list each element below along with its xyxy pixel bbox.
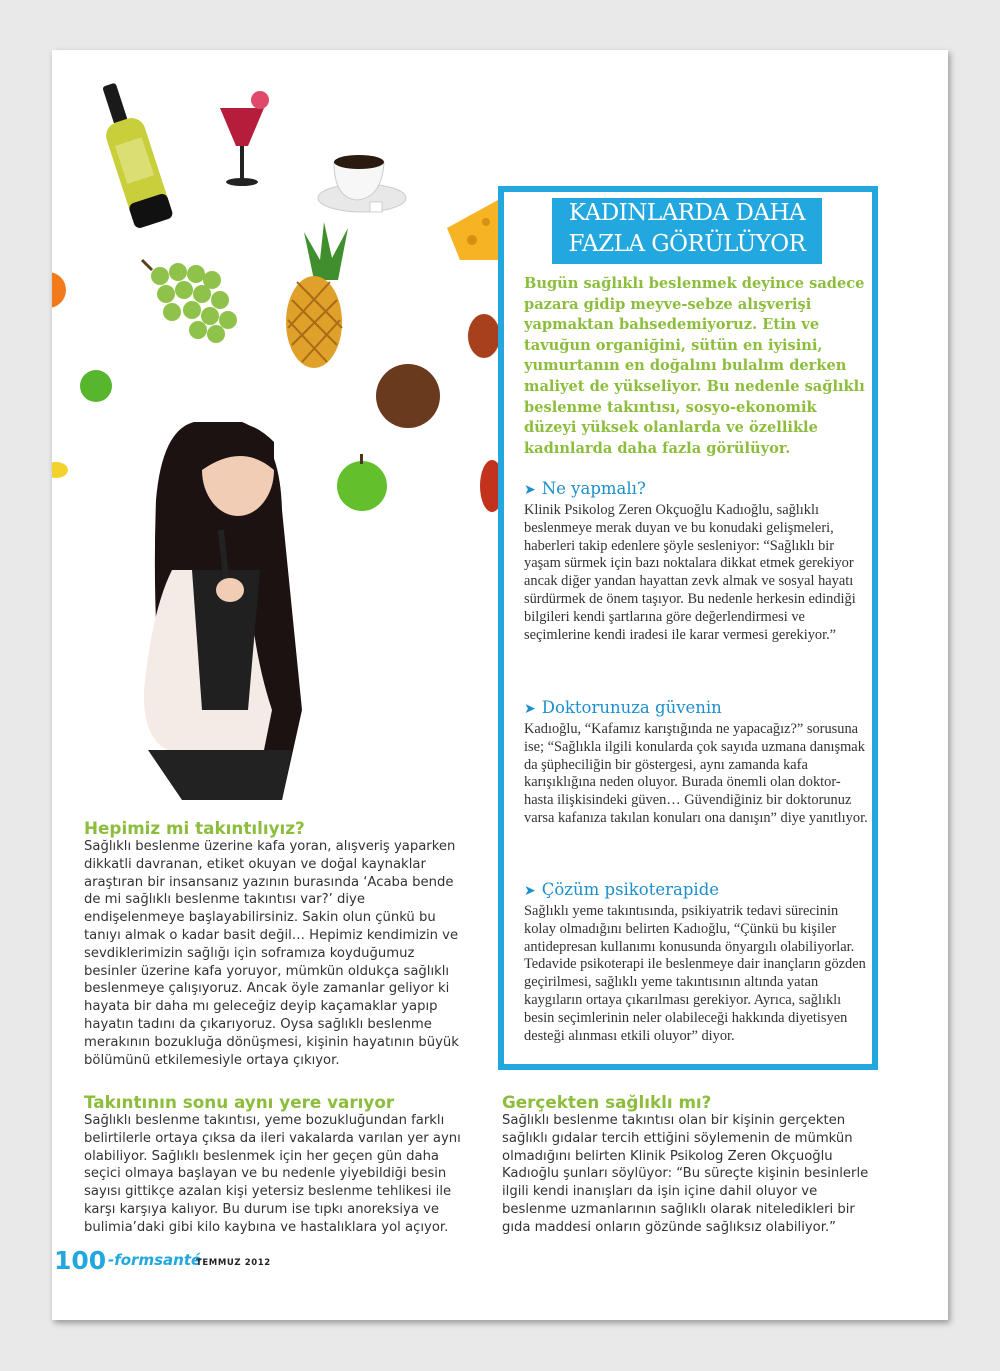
apple-image — [337, 454, 387, 511]
sidebar-section-cozum-psikoterapide — [524, 880, 869, 1045]
sidebar-section-heading: ➤ Çözüm psikoterapide — [524, 880, 720, 899]
sidebar-section-doktorunuza-guvenin — [524, 698, 869, 828]
meat-image — [468, 314, 500, 358]
lemon-image — [52, 462, 68, 478]
sidebar-section-heading: ➤ Doktorunuza güvenin — [524, 698, 722, 717]
article-section-takintinin-sonu — [84, 1092, 468, 1237]
orange-image — [52, 272, 66, 308]
sidebar-section-body: Kadıoğlu, “Kafamız karıştığında ne yapacağız?” sorusuna ise; “Sağlıkla ilgili konularda çok sayıda uzmana danışmak da şüpheciliğin bir göstergesi, aynı zamanda kafa karışıklığına neden oluyor. Burada önemli olan doktor-hasta ilişkisindeki güven… Güvendiğiniz bir doktorunuz varsa kafanıza takılan konuları ona danışın” diye yanıtlıyor. — [524, 721, 868, 826]
sidebar-title-line2: FAZLA GÖRÜLÜYOR — [568, 231, 806, 257]
wine-bottle-image — [91, 78, 174, 229]
article-section-hepimiz — [84, 818, 464, 1069]
illustration-svg — [52, 50, 512, 810]
section-heading: Gerçekten sağlıklı mı? — [502, 1092, 712, 1112]
issue-date: TEMMUZ 2012 — [196, 1258, 271, 1268]
sidebar-lead: Bugün sağlıklı beslenmek deyince sadece pazara gidip meyve-sebze alışverişi yapmaktan bahsedemiyoruz. Etin ve tavuğun organiğini, sütün en iyisini, yumurtanın en doğalını bulalım derken maliyet de yükseliyor. Bu nedenle sağlıklı beslenme takıntısı, sosyo-ekonomik düzeyi yüksek olanlarda ve özellikle kadınlarda daha fazla görülüyor. — [524, 275, 865, 457]
lime-image — [80, 370, 112, 402]
coconut-image — [376, 364, 440, 428]
sidebar-title — [552, 198, 822, 264]
arrow-icon: ➤ — [524, 883, 536, 899]
grapes-image — [142, 260, 237, 343]
magazine-page — [52, 50, 948, 1320]
section-body: Sağlıklı beslenme üzerine kafa yoran, alışveriş yaparken dikkatli davranan, etiket okuyan ve doğal kaynaklar araştıran bir insansanız yazının burasında ‘Acaba bende de mi sağlıklı beslenme takıntısı var?’ diye endişelenmeye başlayabilirsiniz. Sakin olun çünkü bu tanıyı almak o kadar basit değil… Hepimiz kendimizin ve sevdiklerimizin sağlığı için soframıza koyduğumuz besinler üzerine kafa yoruyor, mümkün oldukça sağlıklı beslenmeye çalışıyoruz. Ancak öyle zamanlar geliyor ki hayata bir daha mı geleceğiz deyip kaçamaklar yapıp hayatın tadını da çıkarıyoruz. Oysa sağlıklı beslenme merakının bozukluğa dönüşmesi, kişinin hayatının büyük bölümünü etkilemesiyle ortaya çıkıyor. — [84, 839, 459, 1068]
cocktail-glass-image — [220, 91, 269, 186]
sidebar-section-body: Sağlıklı yeme takıntısında, psikiyatrik tedavi sürecinin kolay olmadığını belirten Kadıoğlu, “Çünkü bu kişiler antidepresan kullanımı konusunda önyargılı olabiliyorlar. Tedavide psikoterapi ile beslenmeye dair inançların gözden geçirilmesi, sağlıklı yeme takıntısının altında yatan kaygıların ortaya çıkarılması gerekiyor. Ayrıca, sağlıklı besin seçimlerinin neler olabileceği hakkında diyetisyen desteği alınması etkili oluyor” diyor. — [524, 903, 866, 1044]
arrow-icon: ➤ — [524, 701, 536, 717]
section-heading: Hepimiz mi takıntılıyız? — [84, 818, 305, 838]
section-body: Sağlıklı beslenme takıntısı, yeme bozukluğundan farklı belirtilerle ortaya çıksa da ileri vakalarda varılan yer aynı olabiliyor. Sağlıklı beslenmek için her geçen gün daha seçici olmaya başlayan ve bu nedenle yiyebildiği besin sayısı gittikçe azalan kişi yetersiz beslenme tehlikesi ile karşı karşıya kalıyor. Bu durum ise tıpkı anoreksiya ve bulimia’daki gibi kilo kaybına ve hastalıklara yol açıyor. — [84, 1113, 461, 1235]
sidebar-section-body: Klinik Psikolog Zeren Okçuoğlu Kadıoğlu, sağlıklı beslenmeye merak duyan ve bu konudaki gelişmeleri, haberleri takip edenlere şöyle sesleniyor: “Sağlıklı bir yaşam sürmek için bazı noktalara dikkat etmek gerekiyor ancak diğer yandan hayattan zevk almak ve sosyal hayatı sürdürmek de önem taşıyor. Bu nedenle herkesin edindiği bilgileri kendi şartlarına göre değerlendirmesi ve seçimlerine kendi iradesi ile karar vermesi gerekiyor.” — [524, 502, 856, 643]
coffee-cup-image — [318, 155, 406, 212]
section-body: Sağlıklı beslenme takıntısı olan bir kişinin gerçekten sağlıklı gıdalar tercih ettiğini söylemenin de mümkün olmadığını belirten Klinik Psikolog Zeren Okçuoğlu Kadıoğlu şunları söylüyor: “Bu süreçte kişinin besinlerle ilgili kendi inanışları da işin içine dahil oluyor ve beslenme uzmanlarının sağlıklı olarak niteledikleri bir gıda maddesi onların gözünde sağlıksız olabiliyor.” — [502, 1113, 869, 1235]
sidebar-title-line1: KADINLARDA DAHA — [568, 200, 806, 226]
page-number: 100 — [54, 1246, 107, 1275]
sidebar-section-heading: ➤ Ne yapmalı? — [524, 479, 646, 498]
section-heading: Takıntının sonu aynı yere varıyor — [84, 1092, 395, 1112]
arrow-icon: ➤ — [524, 482, 536, 498]
sidebar-section-ne-yapmali — [524, 479, 869, 644]
woman-thinking-image — [144, 422, 302, 800]
article-section-gercekten-saglikli — [502, 1092, 880, 1237]
sidebar-box — [498, 186, 878, 1070]
cheese-image — [447, 200, 498, 260]
brand-logo: -formsanté — [108, 1251, 202, 1269]
food-illustration — [52, 50, 512, 810]
pineapple-image — [286, 222, 348, 368]
page-footer — [52, 1246, 352, 1276]
